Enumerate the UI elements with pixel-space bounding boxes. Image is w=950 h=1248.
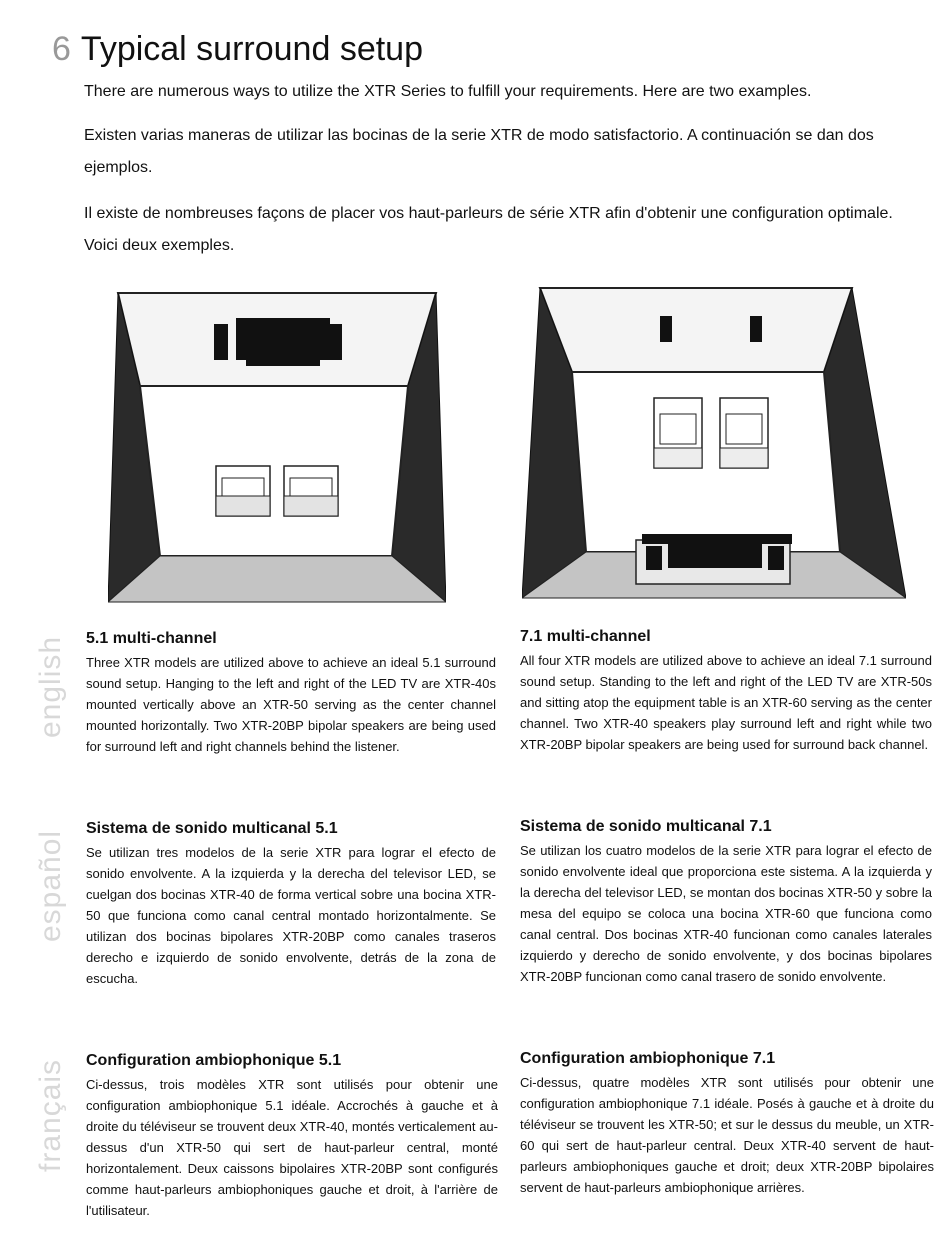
chair-left [216,466,270,516]
intro-french: Il existe de nombreuses façons de placer vos haut-parleurs de série XTR afin d'obtenir une configuration optimale. Voici deux exemples. [84,205,893,254]
section-es-5-1 [86,818,496,989]
xtr-40-right-speaker [750,316,762,342]
section-body: All four XTR models are utilized above to achieve an ideal 7.1 surround sound setup. Standing to the left and right of the LED TV are XTR-50s and sitting atop the equipment table is an XTR-60 serving as the center channel. Two XTR-40 speakers play surround left and right while two XTR-20BP bipolar speakers are being used for surround back channel. [520,653,932,752]
led-tv [668,544,762,568]
section-body: Three XTR models are utilized above to achieve an ideal 5.1 surround sound setup. Hanging to the left and right of the LED TV are XTR-40s mounted vertically above an XTR-50 serving as the center channel mounted horizontally. Two XTR-20BP bipolar speakers are being used for surround left and right channels behind the listener. [86,655,496,754]
page-number: 6 [52,30,71,68]
xtr-50-center-speaker [246,354,320,366]
section-heading: Sistema de sonido multicanal 5.1 [86,820,338,837]
xtr-40-left-speaker [660,316,672,342]
front-floor-edge [108,556,446,602]
section-en-7-1 [520,626,932,755]
floor [572,372,840,552]
side-label-english: english [34,635,67,738]
diagram-7-1-room [522,284,906,602]
diagram-5-1-room [108,288,446,604]
xtr-50-left-speaker [646,546,662,570]
xtr-60-center-speaker [642,534,792,544]
back-wall [540,288,852,372]
section-body: Ci-dessus, quatre modèles XTR sont utilisés pour obtenir une configuration ambiophonique 7.1 idéale. Posés à gauche et à droite du téléviseur se trouvent les XTR-50; et sur le dessus du meuble, un XTR-60 qui sert de haut-parleur central. Deux XTR-40 servent de haut-parleurs ambiophoniques gauche et droit; deux XTR-20BP bipolaires servent de haut-parleurs ambiophonique arrières. [520,1075,934,1195]
section-heading: 7.1 multi-channel [520,628,651,645]
chair-left [654,398,702,468]
section-heading: Configuration ambiophonique 5.1 [86,1052,342,1069]
section-fr-7-1 [520,1048,934,1198]
xtr-50-right-speaker [768,546,784,570]
xtr-40-left-speaker [214,324,228,360]
section-es-7-1 [520,816,932,987]
intro-spanish: Existen varias maneras de utilizar las bocinas de la serie XTR de modo satisfactorio. A continuación se dan dos ejemplos. [84,127,874,176]
section-heading: 5.1 multi-channel [86,630,217,647]
section-en-5-1 [86,628,496,757]
page-title: Typical surround setup [80,30,423,68]
chair-right [284,466,338,516]
page-header [52,30,423,69]
side-label-spanish: español [34,829,67,942]
led-tv [236,318,330,360]
section-heading: Sistema de sonido multicanal 7.1 [520,818,772,835]
floor [140,386,408,556]
section-body: Se utilizan los cuatro modelos de la serie XTR para lograr el efecto de sonido envolvente ideal que proporciona este sistema. A la izquierda y la derecha del televisor LED, se montan dos bocinas XTR-50 y sobre la mesa del equipo se coloca una bocina XTR-60 que funciona como canal central. Dos bocinas XTR-40 funcionan como canales laterales izquierdo y derecho de sonido envolvente, y dos bocinas bipolares XTR-20BP funcionan como canal trasero de sonido envolvente. [520,843,932,984]
intro-english: There are numerous ways to utilize the XTR Series to fulfill your requirements. Here are two examples. [84,83,812,100]
xtr-40-right-speaker [328,324,342,360]
section-body: Ci-dessus, trois modèles XTR sont utilisés pour obtenir une configuration ambiophonique 5.1 idéale. Accrochés à gauche et à droite du téléviseur se trouvent deux XTR-40, montés verticalement au-dessus d'un XTR-50 qui sert de haut-parleur central, monté horizontalement. Deux caissons bipolaires XTR-20BP sont configurés comme haut-parleurs ambiophoniques gauche et droit, à l'arrière de l'utilisateur. [86,1077,498,1218]
side-label-french: français [34,1058,67,1172]
section-body: Se utilizan tres modelos de la serie XTR para lograr el efecto de sonido envolvente. A la izquierda y la derecha del televisor LED, se cuelgan dos bocinas XTR-40 de forma vertical sobre una bocina XTR-50 que funciona como canal central montado horizontalmente. Se utilizan dos bocinas bipolares XTR-20BP como canales traseros derecho e izquierdo de sonido envolvente, detrás de la zona de escucha. [86,845,496,986]
section-heading: Configuration ambiophonique 7.1 [520,1050,776,1067]
chair-right [720,398,768,468]
section-fr-5-1 [86,1050,498,1221]
